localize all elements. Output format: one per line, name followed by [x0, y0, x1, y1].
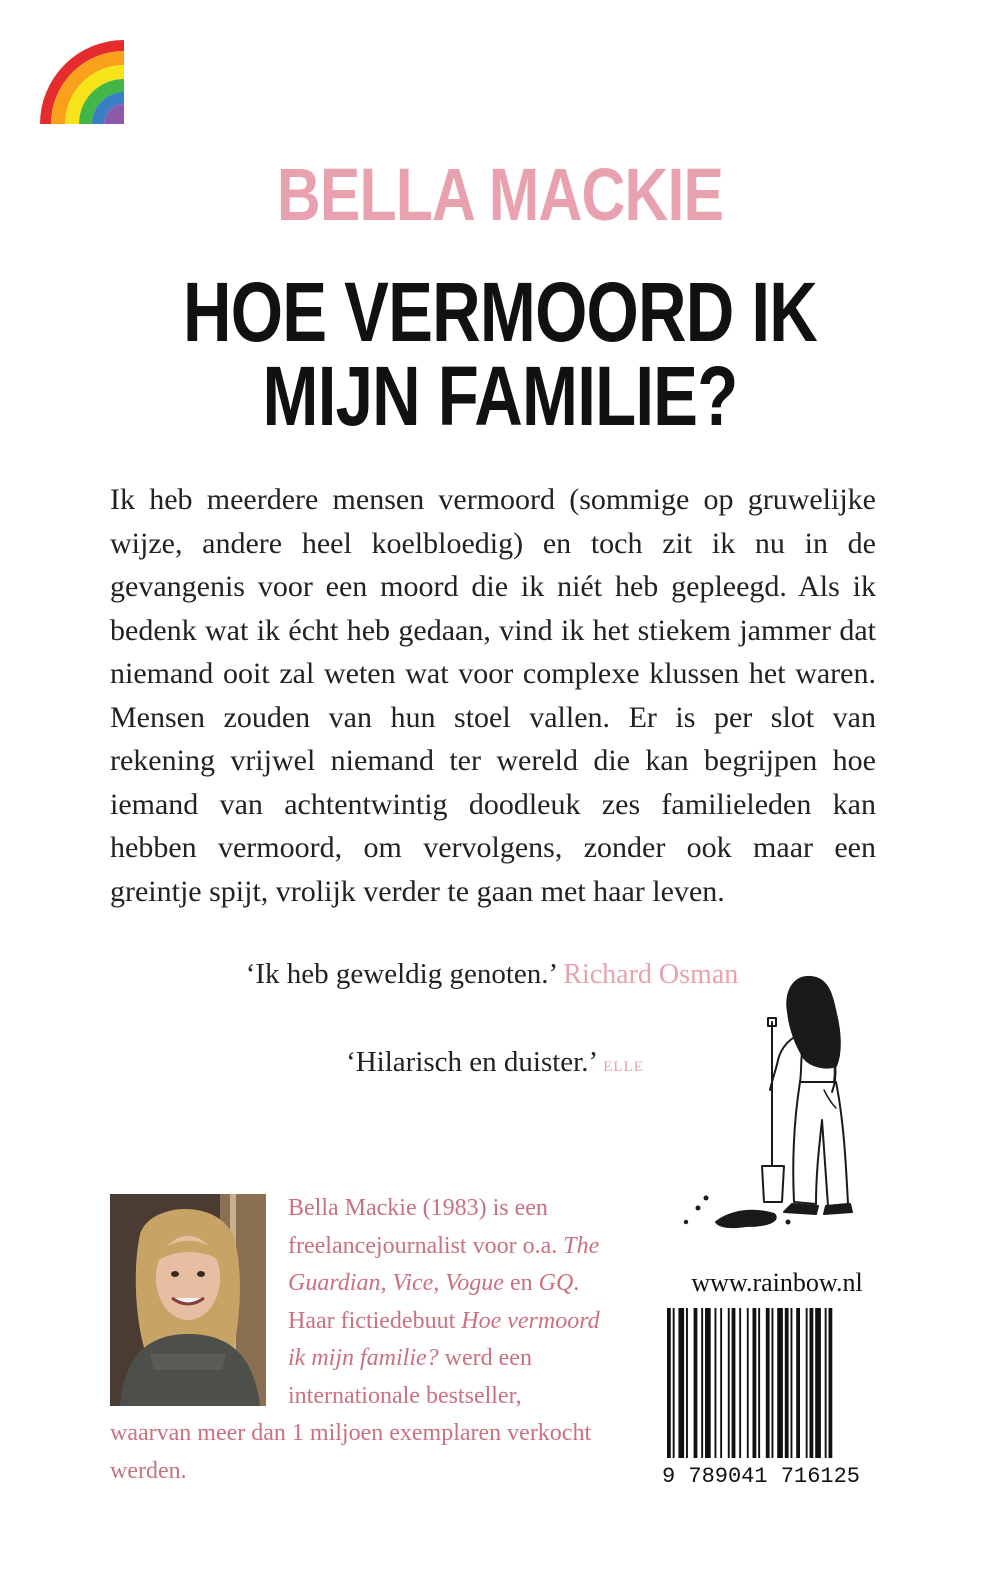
- barcode-bar: [810, 1308, 814, 1458]
- quote-source: Richard Osman: [563, 959, 739, 990]
- barcode-bar: [686, 1308, 688, 1458]
- barcode-bar: [777, 1308, 783, 1458]
- barcode-bar: [739, 1308, 741, 1458]
- barcode-bar: [694, 1308, 698, 1458]
- barcode-bar: [772, 1308, 774, 1458]
- quote-source: ELLE: [603, 1059, 644, 1075]
- quote-text: ‘Hilarisch en duister.’: [346, 1046, 596, 1078]
- barcode-bar: [753, 1308, 757, 1458]
- barcode-bar: [806, 1308, 808, 1458]
- barcode-bar: [747, 1308, 749, 1458]
- quote-text: ‘Ik heb geweldig genoten.’: [245, 958, 557, 990]
- publisher-website: www.rainbow.nl: [691, 1268, 863, 1297]
- isbn-number: 9 789041 716125: [661, 1464, 861, 1488]
- bio-text: en: [503, 1270, 539, 1296]
- barcode-bar: [766, 1308, 770, 1458]
- barcode-bar: [678, 1308, 684, 1458]
- bio-text: werd een internationale bestseller, waarvan meer dan 1 miljoen exemplaren verkocht werden.: [110, 1345, 592, 1484]
- book-title: [100, 265, 900, 443]
- barcode-bar: [720, 1308, 722, 1458]
- barcode-bar: [673, 1308, 675, 1458]
- barcode-bar: [705, 1308, 711, 1458]
- barcode-bar: [829, 1308, 833, 1458]
- barcode-bar: [701, 1308, 703, 1458]
- barcode-bar: [791, 1308, 793, 1458]
- bio-book-title: Hoe vermoord ik mijn familie?: [288, 1307, 600, 1371]
- rainbow-icon: [40, 40, 124, 124]
- woman-with-shovel-icon: [676, 970, 866, 1260]
- barcode-bar: [758, 1308, 760, 1458]
- barcode-bar: [796, 1308, 800, 1458]
- barcode-bar: [715, 1308, 717, 1458]
- barcode-bar: [815, 1308, 821, 1458]
- barcode-icon: [645, 1308, 877, 1488]
- book-title-line-1: HOE VERMOORD IK: [183, 265, 817, 359]
- barcode-bar: [785, 1308, 789, 1458]
- barcode-bar: [732, 1308, 736, 1458]
- bio-publications: The Guardian, Vice, Vogue: [288, 1232, 600, 1296]
- book-title-line-2: MIJN FAMILIE?: [262, 349, 738, 443]
- bio-publication: GQ: [538, 1270, 574, 1296]
- barcode-bar: [728, 1308, 730, 1458]
- author-name: BELLA MACKIE: [276, 153, 724, 236]
- barcode-bar: [825, 1308, 827, 1458]
- bio-text: . Haar fictiedebuut: [288, 1270, 580, 1334]
- bio-text: Bella Mackie (1983) is een freelancejournalist voor o.a.: [288, 1195, 564, 1259]
- blurb-text: Ik heb meerdere mensen vermoord (sommige op gruwelijke wijze, andere heel koelbloedig) en toch zit ik nu in de gevangenis voor een moord die ik niét heb gepleegd. Als ik bedenk wat ik écht heb gedaan, vind ik het stiekem jammer dat niemand ooit zal weten wat voor complexe klussen het waren. Mensen zouden van hun stoel vallen. Er is per slot van rekening vrijwel niemand ter wereld die kan begrijpen hoe iemand van achtentwintig doodleuk zes familieleden kan hebben vermoord, om vervolgens, zonder ook maar een greintje spijt, vrolijk verder te gaan met haar leven.: [110, 483, 876, 908]
- barcode-bar: [667, 1308, 671, 1458]
- author-bio: [110, 1190, 600, 1490]
